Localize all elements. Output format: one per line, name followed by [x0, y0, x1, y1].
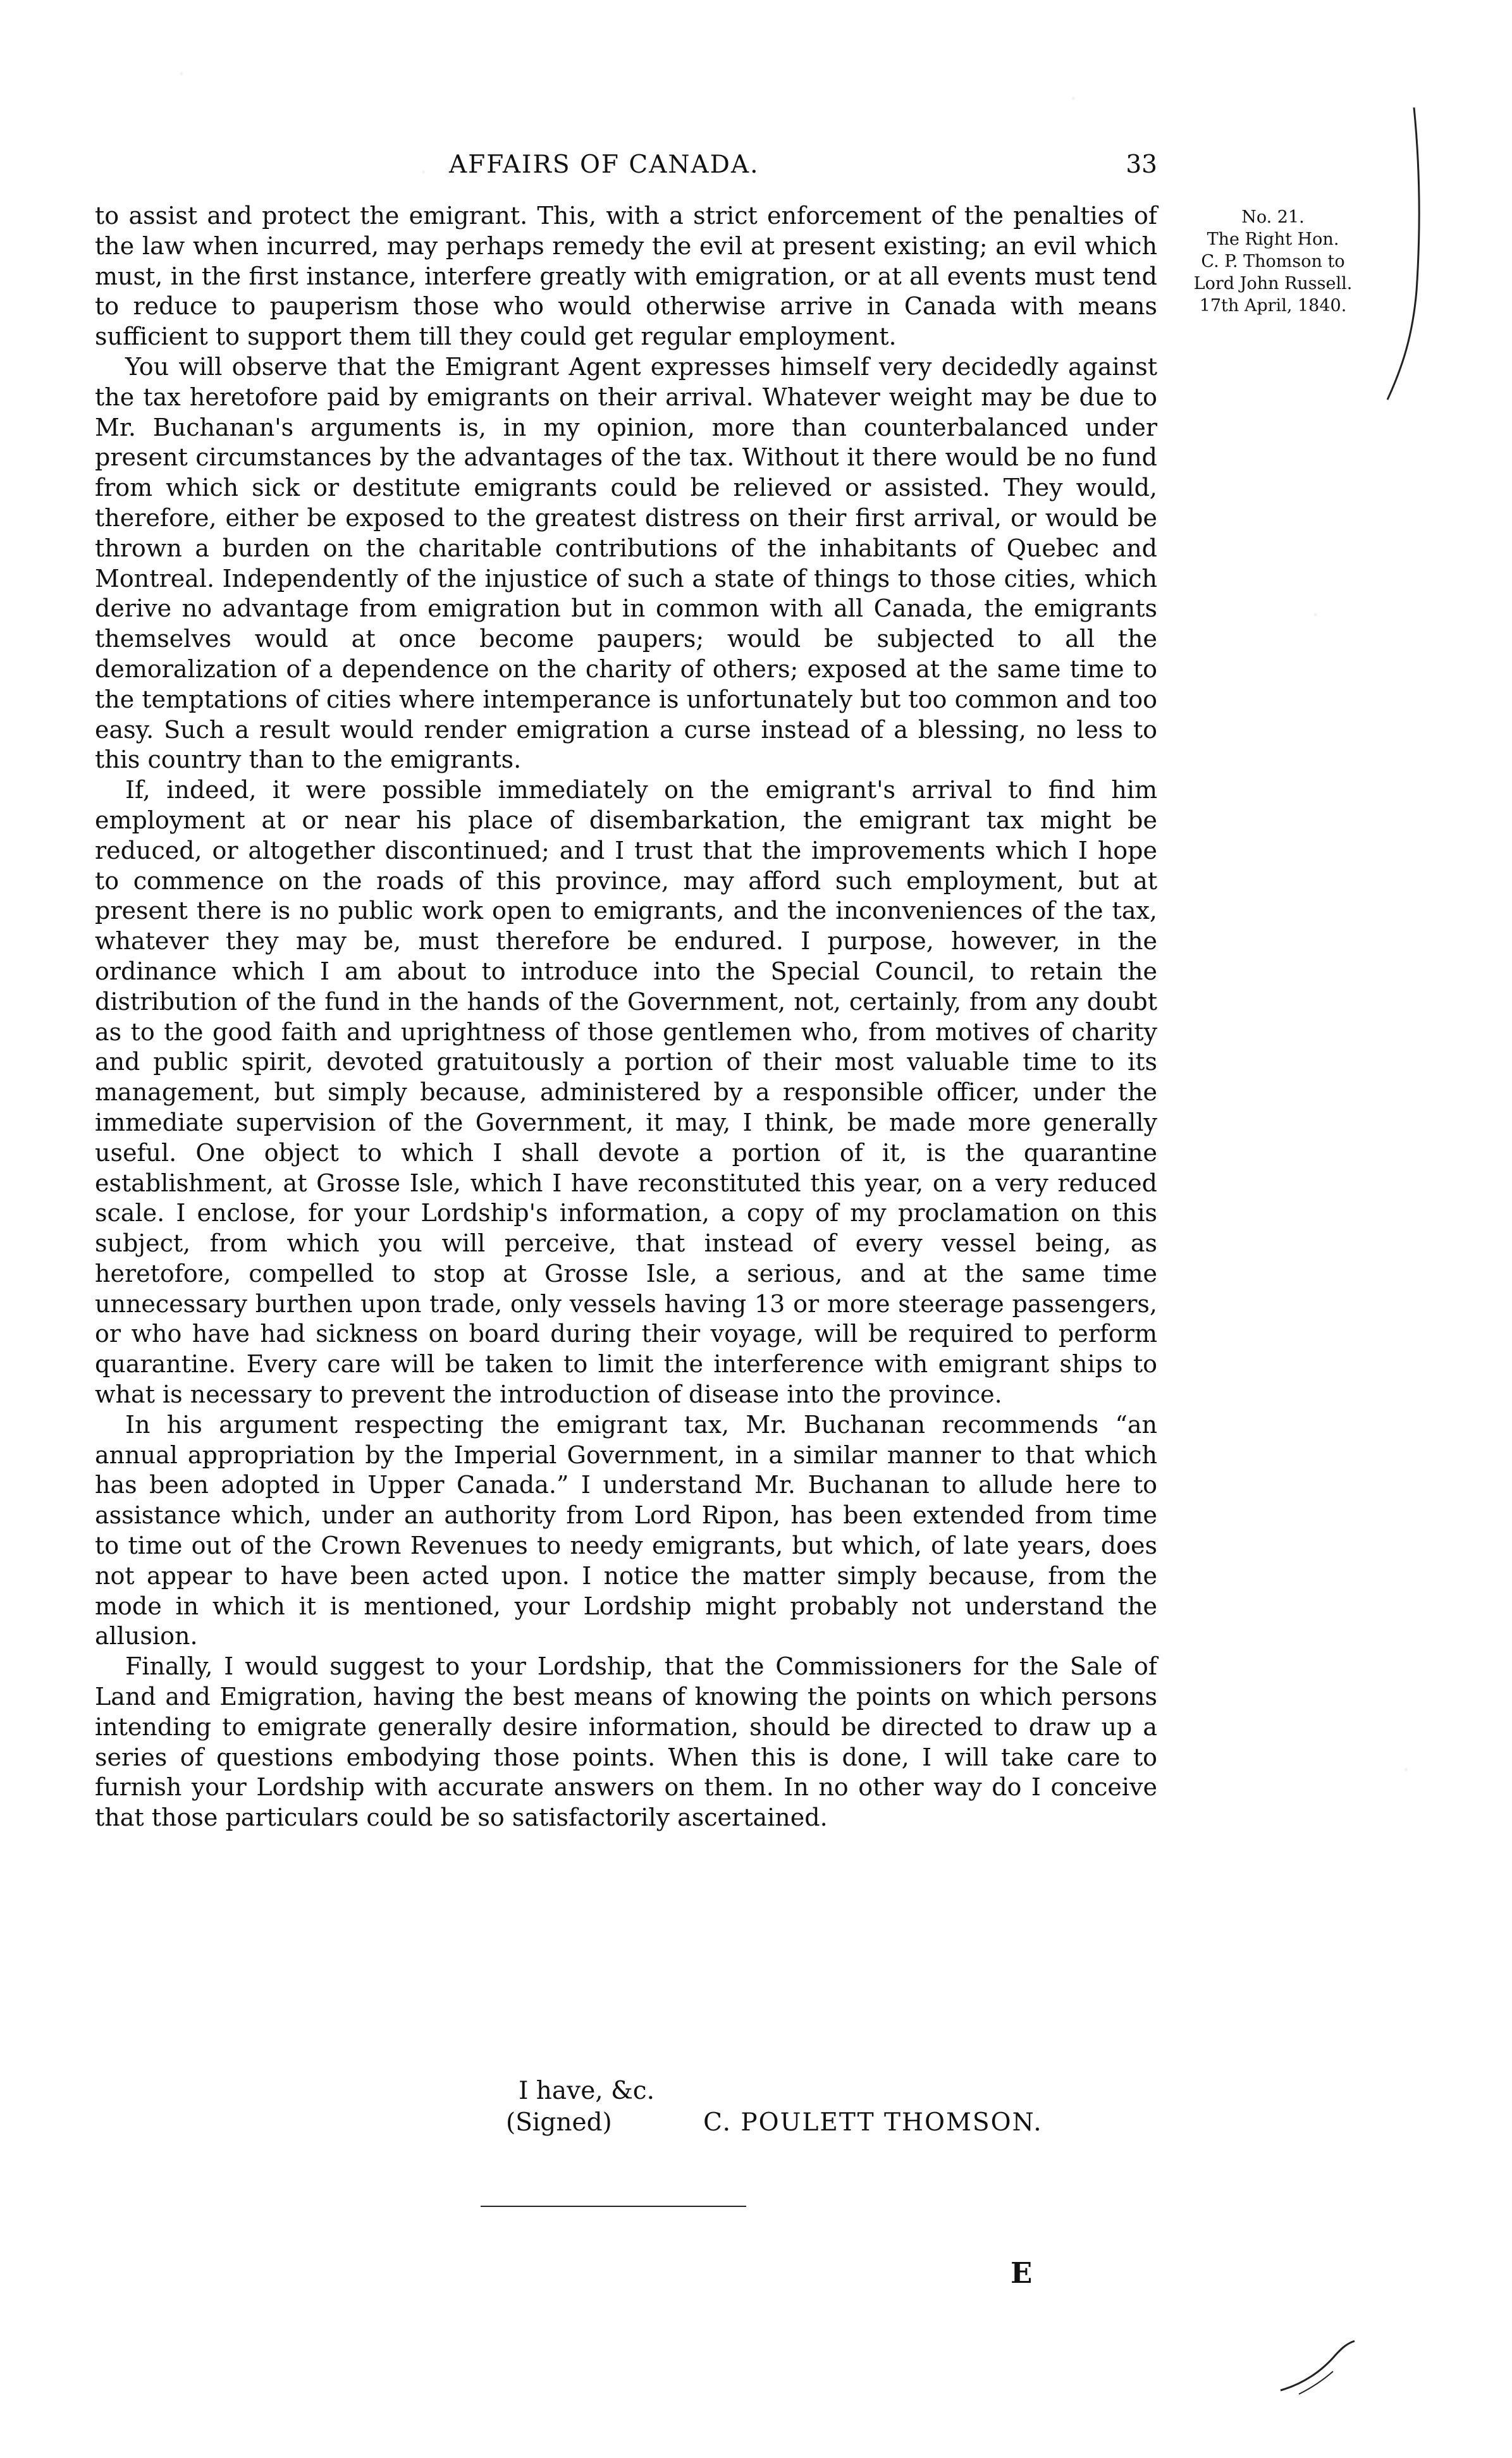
marginal-note-line: 17th April, 1840. [1199, 296, 1347, 316]
marginal-note [1169, 206, 1377, 317]
marginal-note-line: The Right Hon. [1207, 230, 1339, 249]
stray-ink-mark [1277, 2340, 1372, 2397]
paragraph-continuation: to assist and protect the emigrant. This, with a strict enforcement of the penalties of the law when incurred, may perhaps remedy the evil at present existing; an evil which must, in the first instance, interfere greatly with emigration, or at all events must tend to reduce to pauperism those who would otherwise arrive in Canada with means sufficient to support them till they could get regular employment. [95, 202, 1157, 351]
page-header [95, 151, 1157, 190]
closing-salutation: I have, &c. [519, 2077, 655, 2105]
letter-body [95, 201, 1157, 1833]
signature-line [506, 2108, 1043, 2137]
page-number: 33 [1126, 151, 1157, 179]
closing-rule [481, 2206, 746, 2207]
marginal-note-line: C. P. Thomson to [1201, 252, 1345, 271]
paragraph-employment-quarantine: If, indeed, it were possible immediately on the emigrant's arrival to find him employment at or near his place of disembarkation, the emigrant tax might be reduced, or altogether discontinued; and I trust that the improvements which I hope to commence on the roads of this province, may afford such employment, but at present there is no public work open to emigrants, and the inconveniences of the tax, whatever they may be, must therefore be endured. I purpose, however, in the ordinance which I am about to introduce into the Special Council, to retain the distribution of the fund in the hands of the Government, not, certainly, from any doubt as to the good faith and uprightness of those gentlemen who, from motives of charity and public spirit, devoted gratuitously a portion of their most valuable time to its management, but simply because, administered by a responsible officer, under the immediate supervision of the Government, it may, I think, be made more generally useful. One object to which I shall devote a portion of it, is the quarantine establishment, at Grosse Isle, which I have reconstituted this year, on a very reduced scale. I enclose, for your Lordship's information, a copy of my proclamation on this subject, from which you will perceive, that instead of every vessel being, as heretofore, compelled to stop at Grosse Isle, a serious, and at the same time unnecessary burthen upon trade, only vessels having 13 or more steerage passengers, or who have had sickness on board during their voyage, will be required to perform quarantine. Every care will be taken to limit the interference with emigrant ships to what is necessary to prevent the introduction of disease into the province. [95, 776, 1157, 1409]
signature-letter: E [1011, 2256, 1033, 2290]
marginal-note-line: Lord John Russell. [1193, 274, 1353, 293]
paragraph-annual-appropriation: In his argument respecting the emigrant tax, Mr. Buchanan recommends “an annual appropriation by the Imperial Government, in a similar manner to that which has been adopted in Upper Canada.” I understand Mr. Buchanan to allude here to assistance which, under an authority from Lord Ripon, has been extended from time to time out of the Crown Revenues to needy emigrants, but which, of late years, does not appear to have been acted upon. I notice the matter simply because, from the mode in which it is mentioned, your Lordship might probably not understand the allusion. [95, 1410, 1157, 1650]
paragraph-commissioners: Finally, I would suggest to your Lordship, that the Commissioners for the Sale of Land and Emigration, having the best means of knowing the points on which persons intending to emigrate generally desire information, should be directed to draw up a series of questions embodying those points. When this is done, I will take care to furnish your Lordship with accurate answers on them. In no other way do I conceive that those particulars could be so satisfactorily ascertained. [95, 1652, 1157, 1832]
paragraph-emigrant-tax: You will observe that the Emigrant Agent expresses himself very decidedly against the tax heretofore paid by emigrants on their arrival. Whatever weight may be due to Mr. Buchanan's arguments is, in my opinion, more than counterbalanced under present circumstances by the advantages of the tax. Without it there would be no fund from which sick or destitute emigrants could be relieved or assisted. They would, therefore, either be exposed to the greatest distress on their first arrival, or would be thrown a burden on the charitable contributions of the inhabitants of Quebec and Montreal. Independently of the injustice of such a state of things to those cities, which derive no advantage from emigration but in common with all Canada, the emigrants themselves would at once become paupers; would be subjected to all the demoralization of a dependence on the charity of others; exposed at the same time to the temptations of cities where intemperance is unfortunately but too common and too easy. Such a result would render emigration a curse instead of a blessing, no less to this country than to the emigrants. [95, 352, 1157, 774]
running-title: AFFAIRS OF CANADA. [449, 151, 759, 179]
marginal-note-line: No. 21. [1241, 207, 1305, 227]
signed-label: (Signed) [506, 2108, 612, 2137]
signatory-name: C. POULETT THOMSON. [703, 2108, 1043, 2137]
margin-bracket-mark [1384, 108, 1428, 405]
